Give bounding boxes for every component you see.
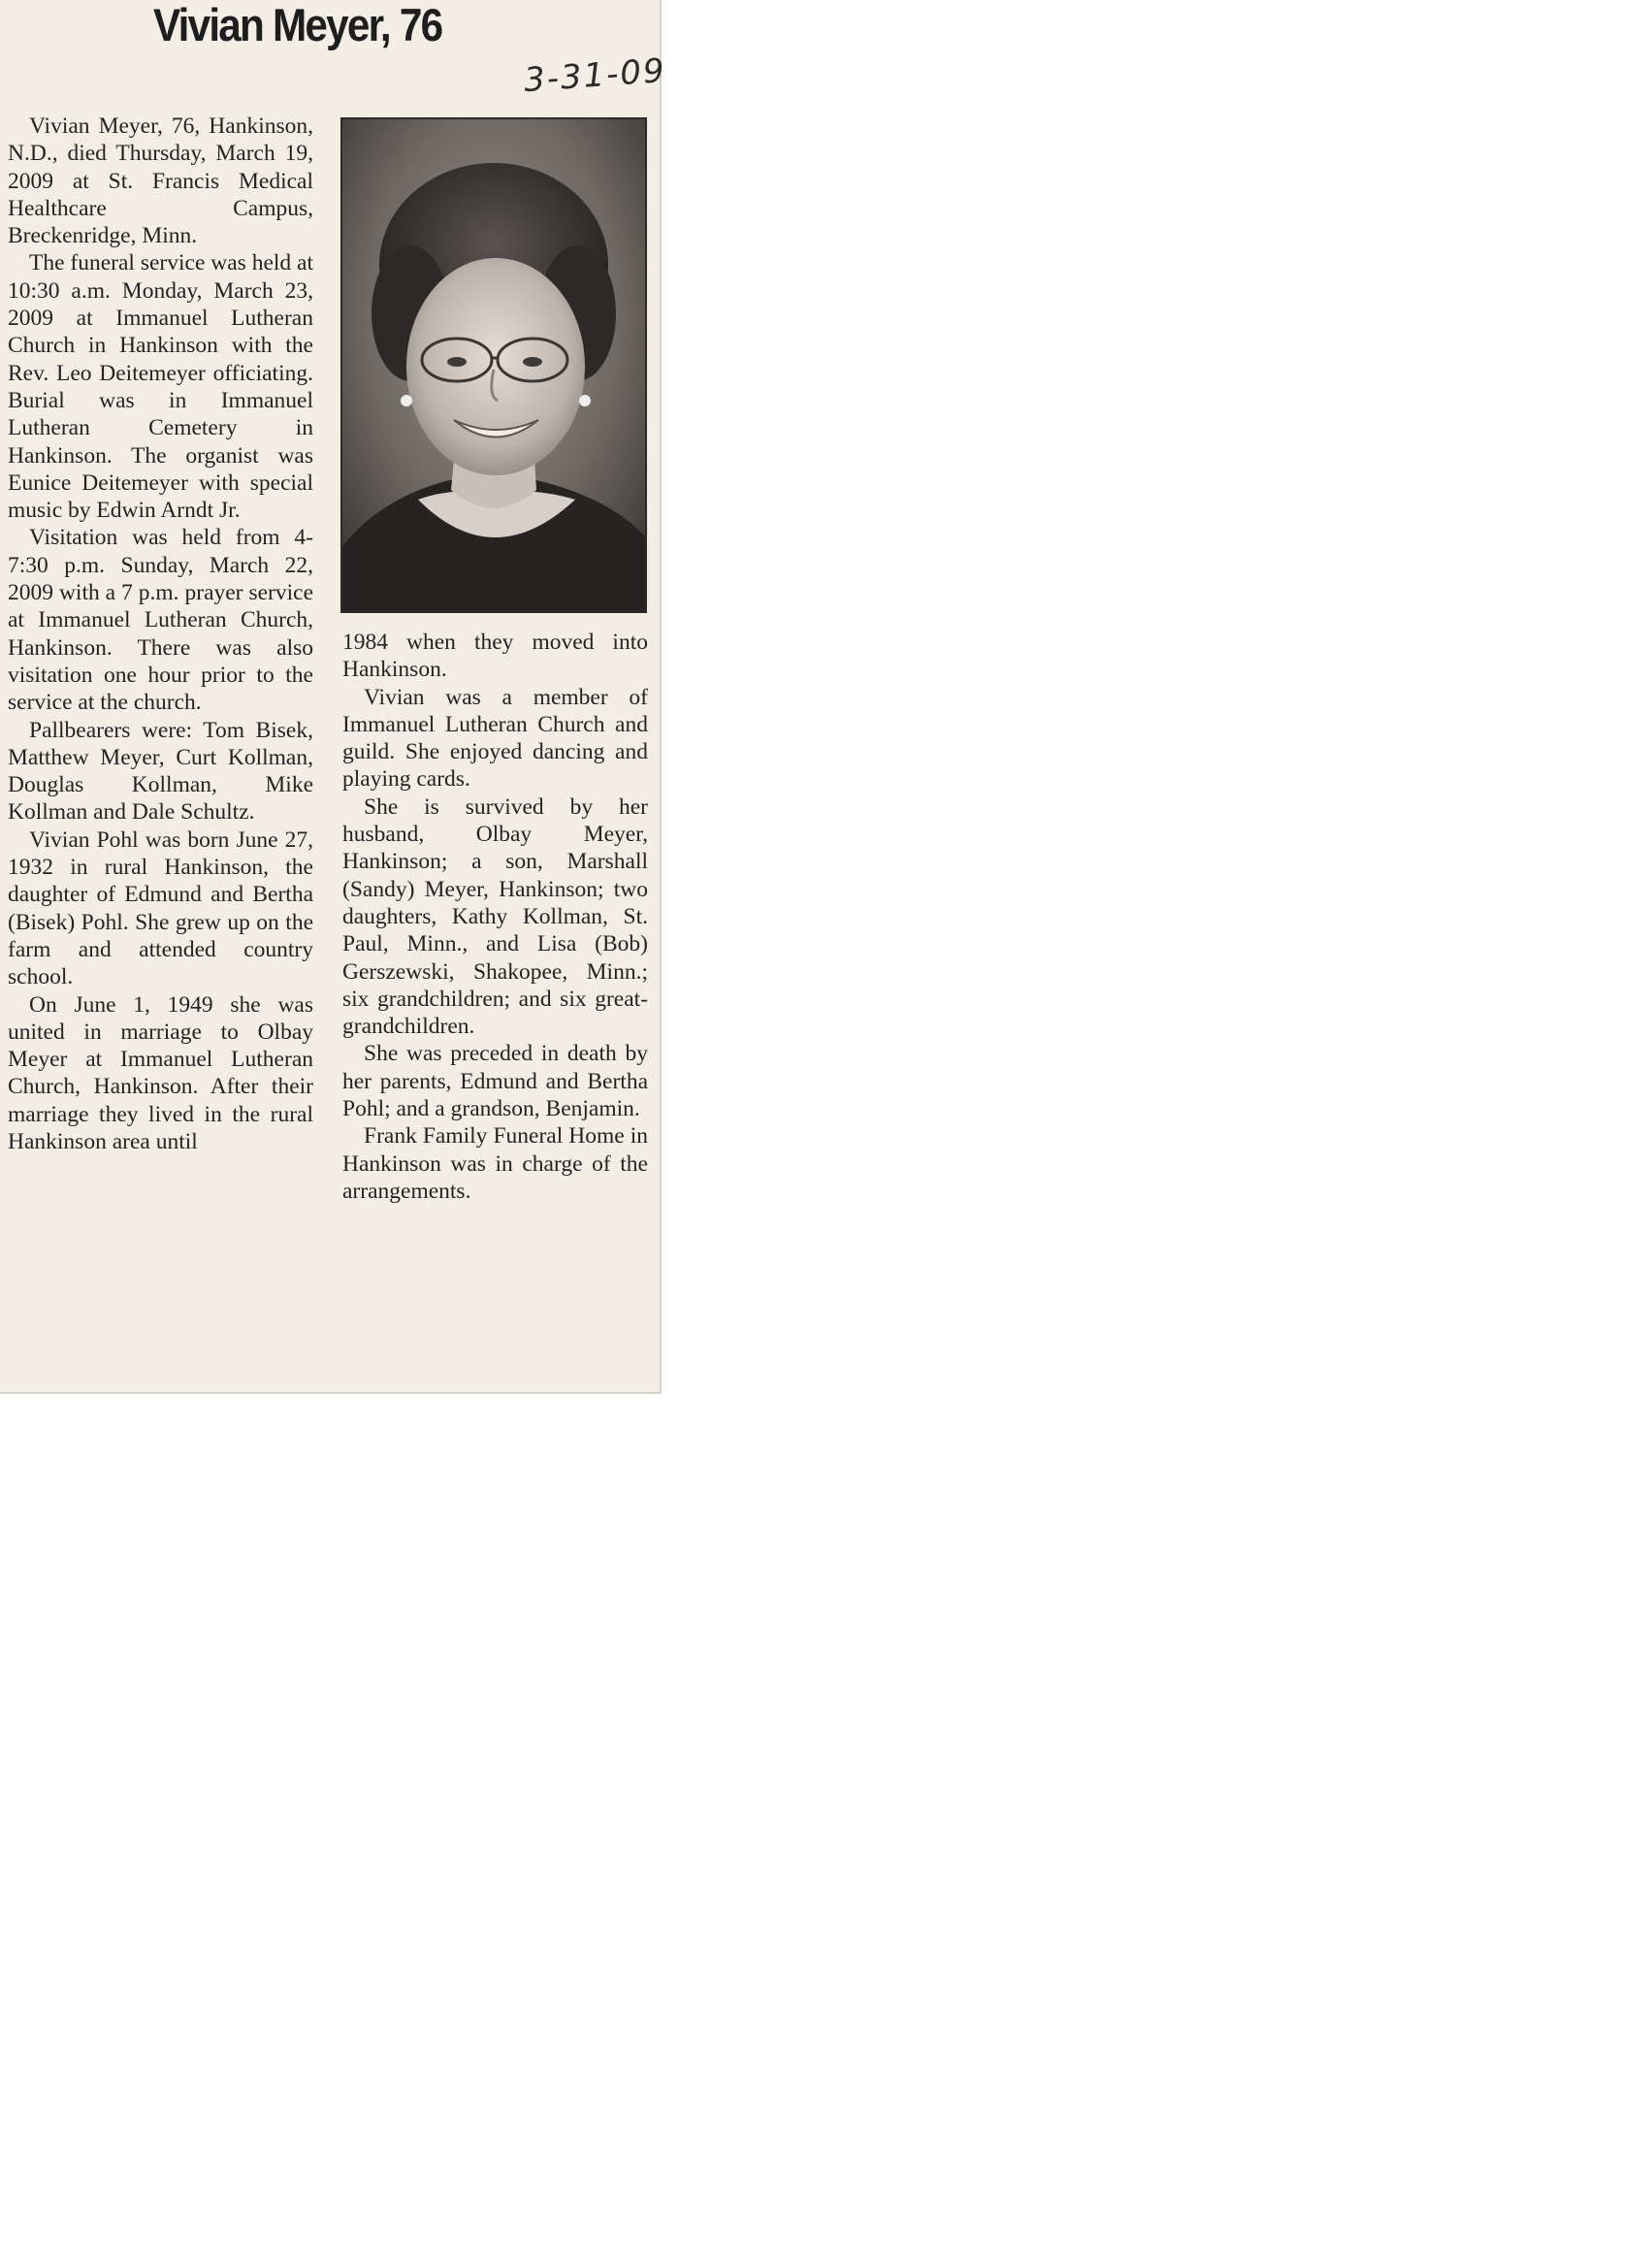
paragraph: On June 1, 1949 she was united in marriage to Olbay Meyer at Immanuel Lutheran Church, Hankinson. After their marriage they lived in the rural Hankinson area until: [8, 991, 313, 1154]
paragraph: Visitation was held from 4-7:30 p.m. Sunday, March 22, 2009 with a 7 p.m. prayer service at Immanuel Lutheran Church, Hankinson. There was also visitation one hour prior to the service at the church.: [8, 525, 313, 716]
portrait-figure: [342, 119, 645, 611]
paragraph: Pallbearers were: Tom Bisek, Matthew Meyer, Curt Kollman, Douglas Kollman, Mike Kollman and Dale Schultz.: [8, 717, 313, 826]
paragraph: Vivian was a member of Immanuel Lutheran Church and guild. She enjoyed dancing and playing cards.: [342, 684, 648, 793]
paragraph: The funeral service was held at 10:30 a.m. Monday, March 23, 2009 at Immanuel Lutheran Church in Hankinson with the Rev. Leo Deitemeyer officiating. Burial was in Immanuel Lutheran Cemetery in Hankinson. The organist was Eunice Deitemeyer with special music by Edwin Arndt Jr.: [8, 250, 313, 524]
paragraph: Frank Family Funeral Home in Hankinson was in charge of the arrangements.: [342, 1123, 648, 1204]
article-column-left: [8, 113, 313, 1155]
paragraph: She was preceded in death by her parents, Edmund and Bertha Pohl; and a grandson, Benjamin.: [342, 1041, 648, 1122]
paragraph: She is survived by her husband, Olbay Meyer, Hankinson; a son, Marshall (Sandy) Meyer, Hankinson; two daughters, Kathy Kollman, St. Paul, Minn., and Lisa (Bob) Gerszewski, Shakopee, Minn.; six grandchildren; and six great-grandchildren.: [342, 794, 648, 1040]
newspaper-clipping: [0, 0, 667, 1394]
article-column-right: [342, 629, 648, 1205]
portrait-photo: [340, 117, 647, 613]
handwritten-date: 3-31-09: [522, 50, 667, 101]
paragraph: Vivian Meyer, 76, Hankinson, N.D., died Thursday, March 19, 2009 at St. Francis Medical Healthcare Campus, Breckenridge, Minn.: [8, 113, 313, 249]
paragraph: Vivian Pohl was born June 27, 1932 in rural Hankinson, the daughter of Edmund and Bertha (Bisek) Pohl. She grew up on the farm and attended country school.: [8, 826, 313, 990]
paragraph: 1984 when they moved into Hankinson.: [342, 630, 648, 683]
obituary-headline: Vivian Meyer, 76: [153, 0, 442, 50]
